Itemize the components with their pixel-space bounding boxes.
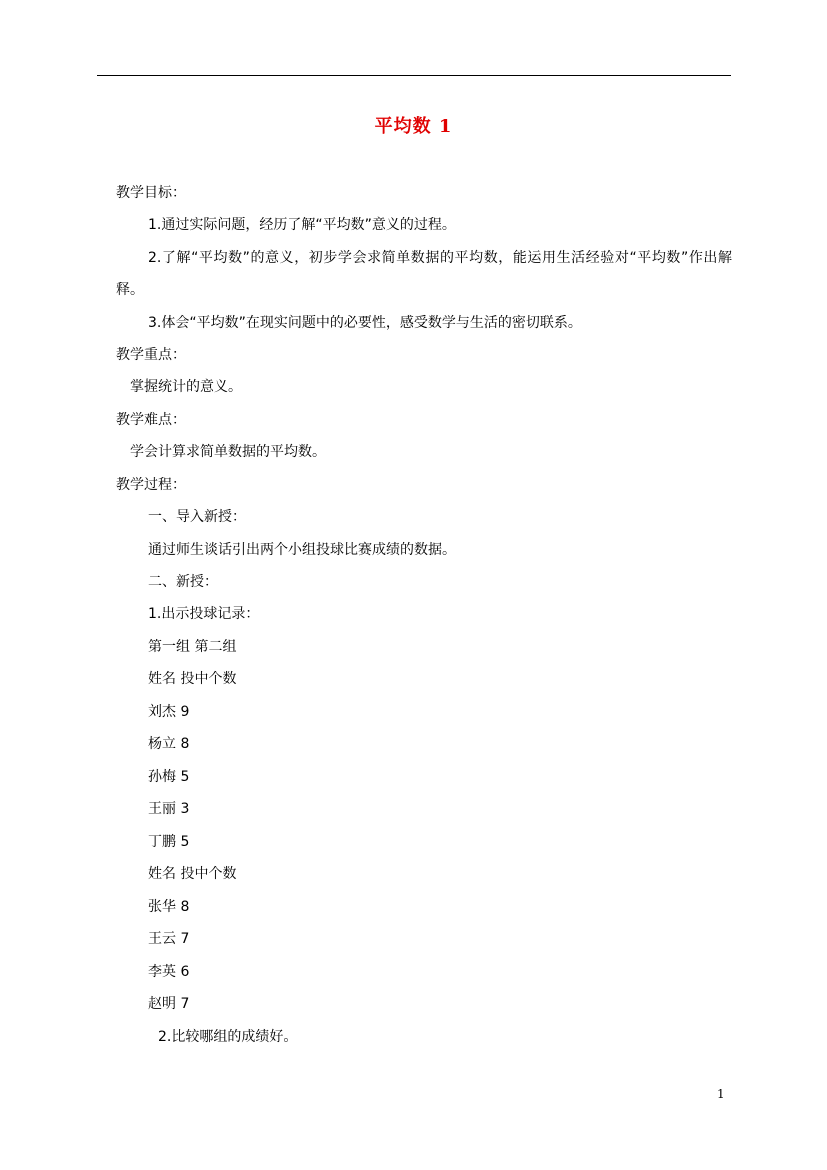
record-row: 赵明 7 [148,996,190,1012]
heading-objectives: 教学目标： [116,185,186,201]
heading-process: 教学过程： [116,477,186,493]
process-text-1: 通过师生谈话引出两个小组投球比赛成绩的数据。 [148,542,456,558]
record-row: 王丽 3 [148,801,190,817]
record-columns-1: 姓名 投中个数 [148,671,237,687]
record-row: 李英 6 [148,964,190,980]
record-row: 丁鹏 5 [148,834,190,850]
record-columns-2: 姓名 投中个数 [148,866,237,882]
heading-key-points: 教学重点： [116,347,186,363]
key-point: 掌握统计的意义。 [130,379,242,395]
process-text-3: 2.比较哪组的成绩好。 [158,1029,298,1045]
difficult-point: 学会计算求简单数据的平均数。 [130,444,326,460]
record-row: 张华 8 [148,899,190,915]
process-step-1: 一、导入新授： [148,509,246,525]
heading-difficult-points: 教学难点： [116,412,186,428]
objective-1: 1.通过实际问题，经历了解“平均数”意义的过程。 [148,217,456,233]
record-header: 第一组 第二组 [148,639,237,655]
record-row: 刘杰 9 [148,704,190,720]
record-row: 杨立 8 [148,736,190,752]
record-row: 孙梅 5 [148,769,190,785]
objective-3: 3.体会“平均数”在现实问题中的必要性，感受数学与生活的密切联系。 [148,315,582,331]
process-text-2: 1.出示投球记录： [148,606,260,622]
record-row: 王云 7 [148,931,190,947]
objective-2: 2.了解“平均数”的意义，初步学会求简单数据的平均数，能运用生活经验对“平均数”作出解释。 [116,250,732,298]
process-step-2: 二、新授： [148,574,218,590]
header-rule [97,75,731,76]
document-title: 平均数 1 [374,116,453,137]
page-number: 1 [717,1087,725,1101]
